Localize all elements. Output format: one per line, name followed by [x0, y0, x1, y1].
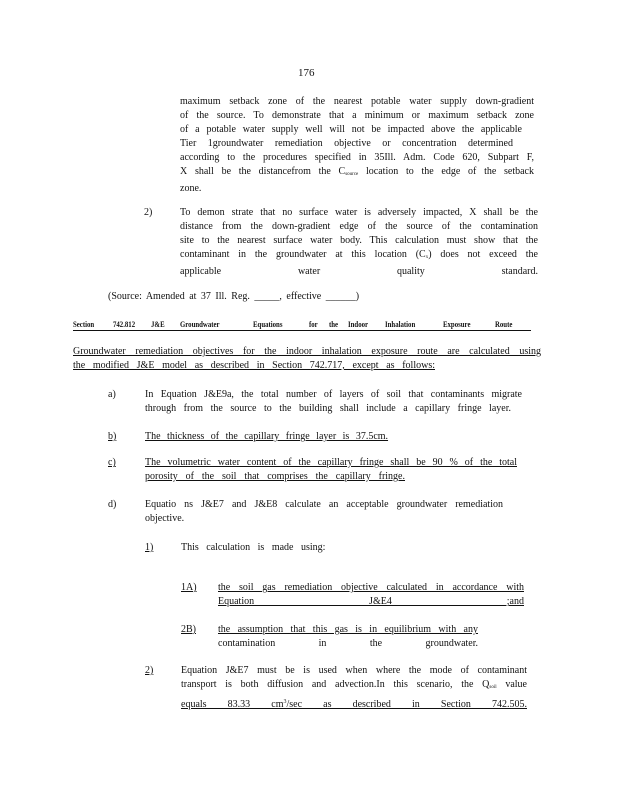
item-d-paragraph — [145, 498, 503, 526]
item-2-marker: 2) — [144, 207, 153, 218]
sub-b-paragraph — [218, 623, 478, 651]
sub-a-line-1: the soil gas remediation objective calculated in accordance with — [218, 582, 524, 593]
heading-word: Exposure — [443, 320, 471, 329]
para1-line-7: zone. — [180, 183, 202, 194]
item-a-paragraph — [145, 388, 522, 416]
setback-paragraph — [180, 95, 534, 196]
item-b-text: The thickness of the capillary fringe layer is 37.5cm. — [145, 431, 389, 442]
section-heading — [73, 318, 531, 332]
item-a-line-1: In Equation J&E9a, the total number of layers of soil that contaminants migrate — [145, 389, 522, 400]
para1-line-6: X shall be the distancefrom the $C_{source}$ location to the edge of the setback — [180, 166, 534, 177]
sub-1-marker: 1) — [145, 542, 154, 553]
sub-b-line-1: the assumption that this gas is in equilibrium with any — [218, 624, 478, 635]
heading-word: the — [329, 320, 339, 329]
item-c-marker: c) — [108, 457, 116, 468]
heading-word: Inhalation — [385, 320, 416, 329]
intro-paragraph — [73, 345, 541, 373]
item2-line-4: contaminant in the groundwater at this location $(C_x)$ does not exceed the — [180, 249, 538, 260]
item-d-line-1: Equatio ns J&E7 and J&E8 calculate an acceptable groundwater remediation — [145, 499, 503, 510]
para1-line-2: of the source. To demonstrate that a minimum or maximum setback zone — [180, 110, 534, 121]
sub-2-line-3: equals 83.33 $cm^3/\sec$ as described in Section 742.505. — [181, 699, 527, 710]
item2-line-5: applicable water quality standard. — [180, 266, 538, 277]
item-d-marker: d) — [108, 499, 117, 510]
sub-a-marker: 1A) — [181, 582, 197, 593]
sub-b-line-2: contamination in the groundwater. — [218, 638, 478, 649]
sub-1-text: This calculation is made using: — [181, 542, 326, 553]
item-c-paragraph — [145, 456, 517, 484]
sub-b-marker: 2B) — [181, 624, 196, 635]
heading-word: J&E — [151, 320, 165, 329]
sub-2-line-2: transport is both diffusion and advection.In this scenario, the $Q_{soil}$ value — [181, 679, 527, 690]
para1-line-4: Tier 1groundwater remediation objective or concentration determined — [180, 138, 513, 149]
para1-line-1: maximum setback zone of the nearest potable water supply down-gradient — [180, 96, 534, 107]
heading-word: 742.812 — [113, 320, 136, 329]
heading-word: Route — [495, 320, 513, 329]
sub-2-paragraph — [181, 664, 527, 712]
page-number: 176 — [298, 67, 315, 79]
heading-word: Groundwater — [180, 320, 220, 329]
item2-line-2: distance from the down-gradient edge of the source of the contamination — [180, 221, 538, 232]
item-d-line-2: objective. — [145, 513, 185, 524]
item-a-line-2: through from the source to the building shall include a capillary fringe layer. — [145, 403, 511, 414]
item-a-marker: a) — [108, 389, 116, 400]
item-b-marker: b) — [108, 431, 117, 442]
para1-line-5: according to the procedures specified in 35Ill. Adm. Code 620, Subpart F, — [180, 152, 534, 163]
sub-2-marker: 2) — [145, 665, 154, 676]
heading-word: Equations — [253, 320, 283, 329]
heading-word: Section — [73, 320, 95, 329]
item2-line-3: site to the nearest surface water body. This calculation must show that the — [180, 235, 538, 246]
item-c-line-1: The volumetric water content of the capillary fringe shall be 90 % of the total — [145, 457, 517, 468]
sub-2-line-1: Equation J&E7 must be is used when where the mode of contaminant — [181, 665, 527, 676]
item-c-line-2: porosity of the soil that comprises the capillary fringe. — [145, 471, 405, 482]
item2-line-1: To demon strate that no surface water is adversely impacted, X shall be the — [180, 207, 538, 218]
para1-line-3: of a potable water supply well will not be impacted above the applicable — [180, 124, 522, 135]
sub-a-line-2: Equation J&E4 ;and — [218, 596, 524, 607]
intro-line-2: the modified J&E model as described in Section 742.717, except as follows: — [73, 360, 435, 371]
item-2-paragraph — [180, 206, 538, 279]
heading-word: for — [309, 320, 318, 329]
source-note: (Source: Amended at 37 Ill. Reg. _____, effective ______) — [108, 291, 360, 302]
heading-word: Indoor — [348, 320, 369, 329]
intro-line-1: Groundwater remediation objectives for the indoor inhalation exposure route are calculated using — [73, 346, 541, 357]
sub-a-paragraph — [218, 581, 524, 609]
